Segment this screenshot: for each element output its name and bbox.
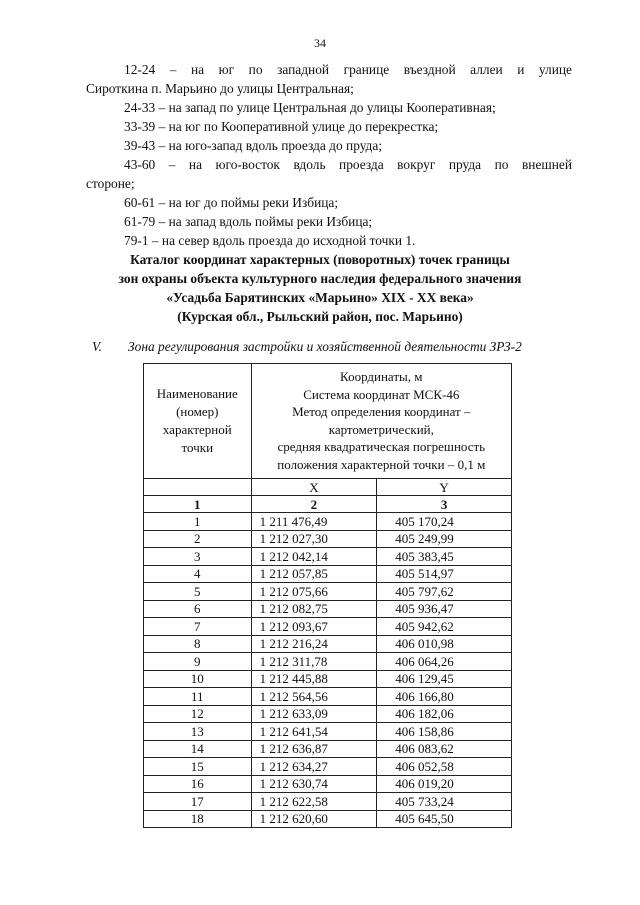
catalog-heading bbox=[0, 250, 640, 326]
y-coordinate-cell: 406 010,98 bbox=[377, 635, 512, 653]
x-coordinate-cell: 1 212 216,24 bbox=[251, 635, 377, 653]
table-row bbox=[144, 793, 512, 811]
x-coordinate-cell: 1 212 445,88 bbox=[251, 670, 377, 688]
table-row bbox=[144, 775, 512, 793]
table-row bbox=[144, 810, 512, 828]
header-text: средняя квадратическая погрешность bbox=[277, 439, 486, 454]
heading-line: (Курская обл., Рыльский район, пос. Марьино) bbox=[177, 309, 463, 324]
y-coordinate-cell: 405 514,97 bbox=[377, 565, 512, 583]
table-row bbox=[144, 600, 512, 618]
point-number-cell: 9 bbox=[144, 653, 252, 671]
header-coordinates bbox=[251, 364, 511, 479]
y-coordinate-cell: 406 182,06 bbox=[377, 705, 512, 723]
route-line: 79-1 – на север вдоль проезда до исходной точки 1. bbox=[124, 233, 416, 248]
y-coordinate-cell: 406 158,86 bbox=[377, 723, 512, 741]
header-text: Координаты, м bbox=[340, 369, 423, 384]
header-text: Система координат МСК-46 bbox=[303, 386, 460, 402]
zone-title bbox=[92, 339, 592, 355]
point-number-cell: 14 bbox=[144, 740, 252, 758]
x-coordinate-cell: 1 212 622,58 bbox=[251, 793, 377, 811]
y-coordinate-cell: 406 064,26 bbox=[377, 653, 512, 671]
x-coordinate-cell: 1 212 027,30 bbox=[251, 530, 377, 548]
table-row bbox=[144, 635, 512, 653]
route-line: 43-60 – на юго-восток вдоль проезда вокруг пруда по внешней bbox=[124, 157, 572, 172]
x-coordinate-cell: 1 212 620,60 bbox=[251, 810, 377, 828]
table-row bbox=[144, 705, 512, 723]
column-index: 3 bbox=[377, 496, 512, 513]
point-number-cell: 4 bbox=[144, 565, 252, 583]
table-row bbox=[144, 548, 512, 566]
table-row bbox=[144, 513, 512, 531]
point-number-cell: 1 bbox=[144, 513, 252, 531]
y-coordinate-cell: 405 797,62 bbox=[377, 583, 512, 601]
table-row bbox=[144, 530, 512, 548]
heading-line: зон охраны объекта культурного наследия федерального значения bbox=[118, 271, 522, 286]
point-number-cell: 6 bbox=[144, 600, 252, 618]
route-line: стороне; bbox=[86, 176, 135, 191]
x-coordinate-cell: 1 212 630,74 bbox=[251, 775, 377, 793]
route-line: 24-33 – на запад по улице Центральная до улицы Кооперативная; bbox=[124, 100, 496, 115]
x-coordinate-cell: 1 212 057,85 bbox=[251, 565, 377, 583]
header-text: положения характерной точки – 0,1 м bbox=[277, 456, 486, 472]
y-coordinate-cell: 406 166,80 bbox=[377, 688, 512, 706]
table-row bbox=[144, 618, 512, 636]
point-number-cell: 5 bbox=[144, 583, 252, 601]
y-coordinate-cell: 405 936,47 bbox=[377, 600, 512, 618]
zone-name: Зона регулирования застройки и хозяйственной деятельности ЗРЗ-2 bbox=[128, 339, 522, 354]
y-coordinate-cell: 406 052,58 bbox=[377, 758, 512, 776]
table-row bbox=[144, 740, 512, 758]
header-text: характерной bbox=[162, 422, 232, 437]
x-coordinate-cell: 1 212 634,27 bbox=[251, 758, 377, 776]
route-line: 39-43 – на юго-запад вдоль проезда до пруда; bbox=[124, 138, 383, 153]
axis-empty-cell bbox=[144, 479, 252, 496]
route-description bbox=[86, 60, 572, 250]
y-coordinate-cell: 405 733,24 bbox=[377, 793, 512, 811]
point-number-cell: 8 bbox=[144, 635, 252, 653]
route-line: 60-61 – на юг до поймы реки Избица; bbox=[124, 195, 339, 210]
header-text: Метод определения координат – bbox=[292, 404, 471, 419]
y-coordinate-cell: 406 019,20 bbox=[377, 775, 512, 793]
header-text: (номер) bbox=[176, 404, 219, 419]
y-coordinate-cell: 405 249,99 bbox=[377, 530, 512, 548]
table-row bbox=[144, 723, 512, 741]
x-coordinate-cell: 1 212 093,67 bbox=[251, 618, 377, 636]
y-coordinate-cell: 405 170,24 bbox=[377, 513, 512, 531]
heading-line: Каталог координат характерных (поворотных) точек границы bbox=[130, 252, 510, 267]
table-row bbox=[144, 688, 512, 706]
axis-row bbox=[144, 479, 512, 496]
column-index-row bbox=[144, 496, 512, 513]
column-index: 2 bbox=[251, 496, 377, 513]
header-text: точки bbox=[181, 440, 214, 455]
point-number-cell: 11 bbox=[144, 688, 252, 706]
coordinates-table bbox=[143, 363, 512, 828]
point-number-cell: 3 bbox=[144, 548, 252, 566]
x-coordinate-cell: 1 212 082,75 bbox=[251, 600, 377, 618]
y-coordinate-cell: 405 645,50 bbox=[377, 810, 512, 828]
point-number-cell: 18 bbox=[144, 810, 252, 828]
point-number-cell: 13 bbox=[144, 723, 252, 741]
x-coordinate-cell: 1 212 636,87 bbox=[251, 740, 377, 758]
column-index: 1 bbox=[144, 496, 252, 513]
zone-number: V. bbox=[92, 339, 102, 354]
point-number-cell: 2 bbox=[144, 530, 252, 548]
y-coordinate-cell: 406 083,62 bbox=[377, 740, 512, 758]
heading-line: «Усадьба Барятинских «Марьино» XIX - XX века» bbox=[166, 290, 474, 305]
table-header-row bbox=[144, 364, 512, 479]
y-coordinate-cell: 406 129,45 bbox=[377, 670, 512, 688]
x-coordinate-cell: 1 212 564,56 bbox=[251, 688, 377, 706]
point-number-cell: 17 bbox=[144, 793, 252, 811]
x-coordinate-cell: 1 212 042,14 bbox=[251, 548, 377, 566]
route-line: 33-39 – на юг по Кооперативной улице до перекрестка; bbox=[124, 119, 439, 134]
route-line: 12-24 – на юг по западной границе въездной аллеи и улице bbox=[124, 62, 572, 77]
y-coordinate-cell: 405 942,62 bbox=[377, 618, 512, 636]
axis-x: X bbox=[251, 479, 377, 496]
page-number: 34 bbox=[314, 36, 326, 50]
table-row bbox=[144, 670, 512, 688]
table-row bbox=[144, 758, 512, 776]
x-coordinate-cell: 1 212 633,09 bbox=[251, 705, 377, 723]
x-coordinate-cell: 1 212 641,54 bbox=[251, 723, 377, 741]
x-coordinate-cell: 1 212 075,66 bbox=[251, 583, 377, 601]
point-number-cell: 16 bbox=[144, 775, 252, 793]
point-number-cell: 10 bbox=[144, 670, 252, 688]
header-text: Наименование bbox=[156, 386, 238, 401]
x-coordinate-cell: 1 212 311,78 bbox=[251, 653, 377, 671]
y-coordinate-cell: 405 383,45 bbox=[377, 548, 512, 566]
point-number-cell: 12 bbox=[144, 705, 252, 723]
route-line: Сироткина п. Марьино до улицы Центральная; bbox=[86, 81, 354, 96]
table-row bbox=[144, 653, 512, 671]
point-number-cell: 15 bbox=[144, 758, 252, 776]
route-line: 61-79 – на запад вдоль поймы реки Избица; bbox=[124, 214, 373, 229]
axis-y: Y bbox=[377, 479, 512, 496]
header-point-name bbox=[144, 364, 252, 479]
point-number-cell: 7 bbox=[144, 618, 252, 636]
table-row bbox=[144, 583, 512, 601]
header-text: картометрический, bbox=[328, 421, 434, 437]
table-row bbox=[144, 565, 512, 583]
x-coordinate-cell: 1 211 476,49 bbox=[251, 513, 377, 531]
